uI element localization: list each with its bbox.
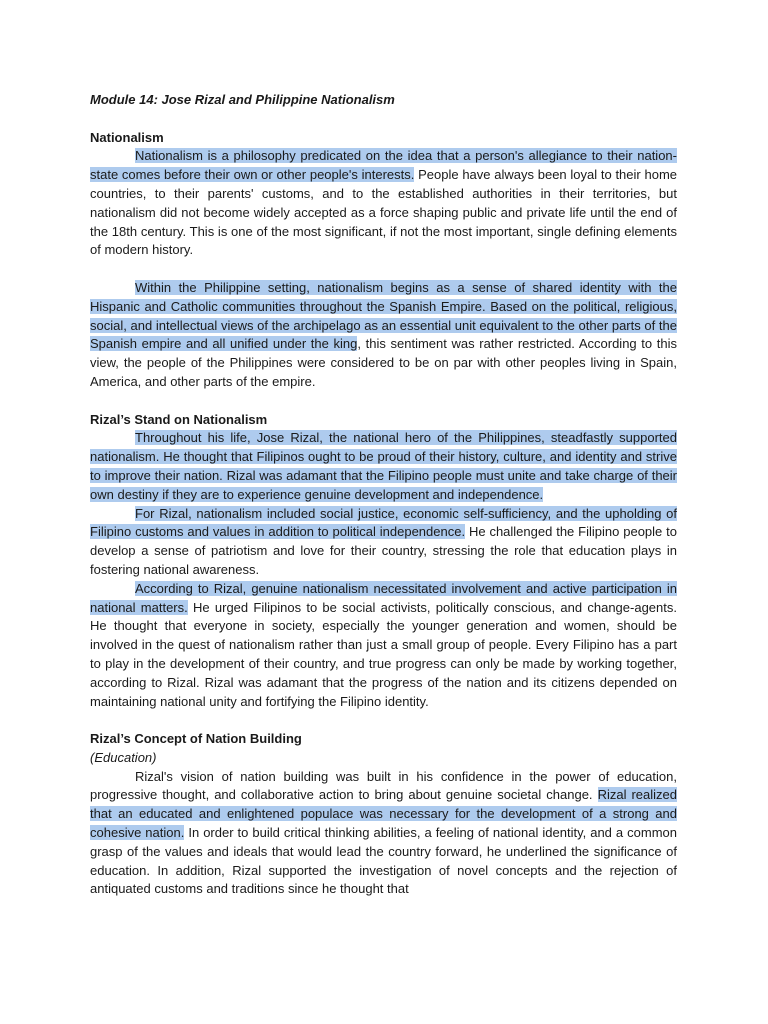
body-text: He challenged the Filipino people to develop a sense of patriotism and love for their country, stressing the role that education plays in fostering national awareness. — [90, 524, 677, 577]
section-heading-nation-building: Rizal’s Concept of Nation Building — [90, 731, 302, 747]
highlighted-text: Within the Philippine setting, nationalism begins as a sense of shared identity with the Hispanic and Catholic communities throughout the Spanish Empire. Based on the political, religious, social, and intellectual views of the archipelago as an essential unit equivalent to the other parts of the Spanish empire and all unified under the king — [90, 279, 677, 352]
section-subheading: (Education) — [90, 749, 157, 765]
paragraph — [90, 505, 677, 580]
body-text: People have always been loyal to their home countries, to their parents' customs, and to the established authorities in their territories, but nationalism did not become widely accepted as a force shaping public and private life until the end of the 18th century. This is one of the most significant, if not the most important, single defining elements of modern history. — [90, 167, 677, 258]
section-heading-rizal-stand: Rizal’s Stand on Nationalism — [90, 411, 268, 427]
body-text: Rizal's vision of nation building was built in his confidence in the power of education, progressive thought, and collaborative action to bring about genuine societal change. — [90, 768, 677, 803]
body-text: In order to build critical thinking abilities, a feeling of national identity, and a common grasp of the values and ideals that would lead the country forward, he underlined the significance of education. In addition, Rizal supported the investigation of novel concepts and the rejection of antiquated customs and traditions since he thought that — [90, 825, 677, 897]
highlighted-text: According to Rizal, genuine nationalism necessitated involvement and active participation in national matters. — [90, 580, 677, 615]
highlighted-text: Rizal realized that an educated and enlightened populace was necessary for the development of a strong and cohesive nation. — [90, 787, 677, 841]
paragraph — [90, 580, 677, 712]
body-text: , this sentiment was rather restricted. According to this view, the people of the Philippines were considered to be on par with other peoples living in Spain, America, and other parts of the empire. — [90, 336, 678, 389]
document-title: Module 14: Jose Rizal and Philippine Nationalism — [90, 92, 395, 107]
document-body — [90, 91, 677, 899]
paragraph — [90, 768, 677, 900]
highlighted-text: Throughout his life, Jose Rizal, the national hero of the Philippines, steadfastly supported nationalism. He thought that Filipinos ought to be proud of their history, culture, and identity and strive to improve their nation. Rizal was adamant that the Filipino people must unite and take charge of their own destiny if they are to experience genuine development and independence. — [90, 430, 677, 502]
paragraph — [90, 279, 677, 392]
highlighted-text: Nationalism is a philosophy predicated on the idea that a person's allegiance to their nation-state comes before their own or other people's interests. — [90, 148, 677, 183]
paragraph — [90, 147, 677, 260]
section-heading-nationalism: Nationalism — [90, 129, 164, 145]
body-text: He urged Filipinos to be social activists, politically conscious, and change-agents. He thought that everyone in society, especially the younger generation and women, should be involved in the quest of nationalism rather than just a small group of people. Every Filipino has a part to play in the development of their country, and true progress can only be made by working together, according to Rizal. Rizal was adamant that the progress of the nation and its citizens depended on maintaining national unity and fortifying the Filipino identity. — [90, 599, 677, 709]
highlighted-text: For Rizal, nationalism included social justice, economic self-sufficiency, and the upholding of Filipino customs and values in addition to political independence. — [90, 505, 677, 540]
paragraph — [90, 429, 677, 504]
